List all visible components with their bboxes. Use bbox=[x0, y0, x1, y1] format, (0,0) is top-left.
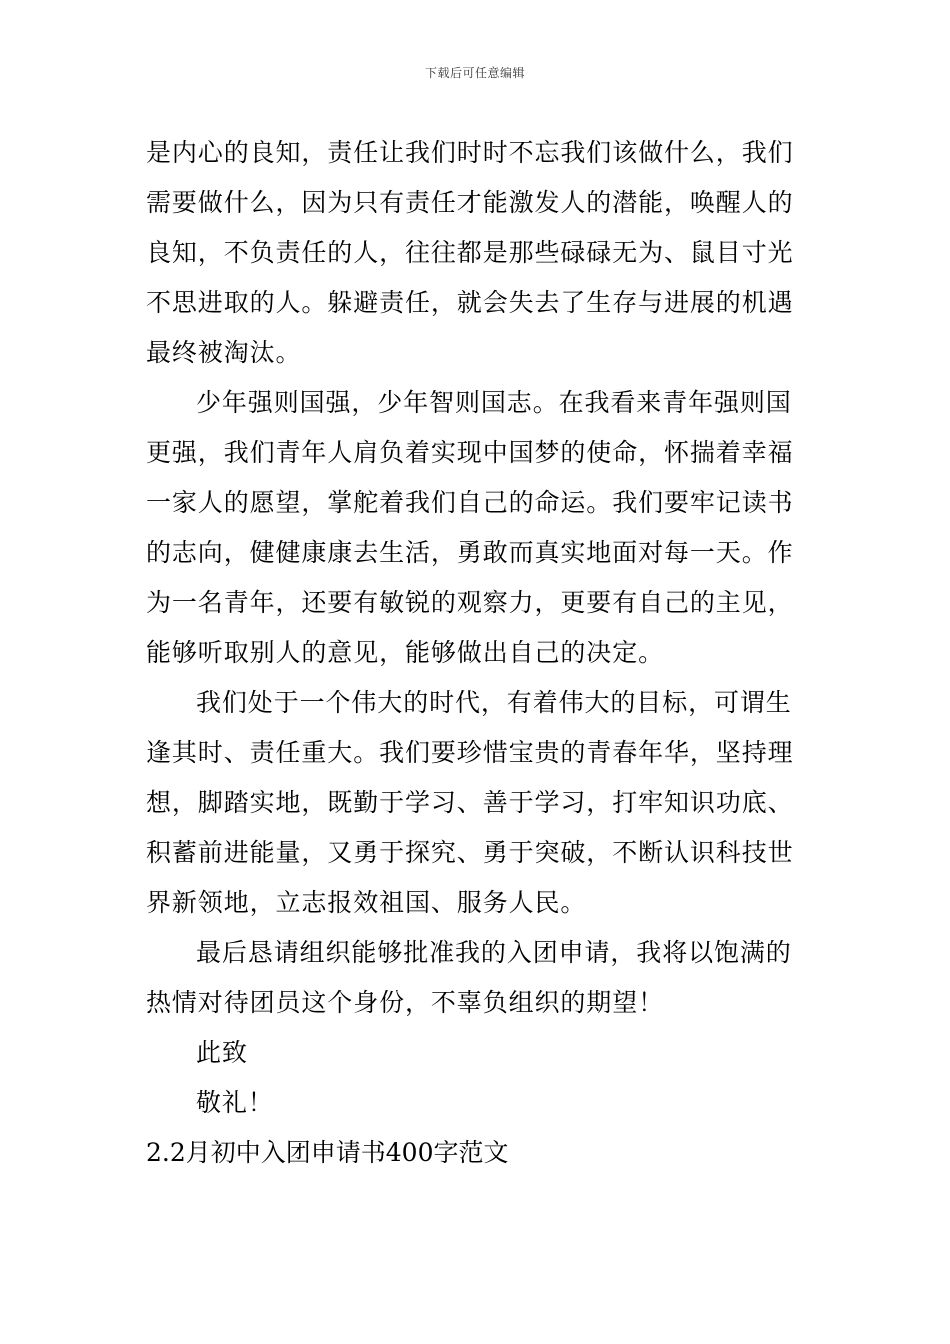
closing-regards: 敬礼！ bbox=[196, 1088, 274, 1117]
body-line: 能够听取别人的意见，能够做出自己的决定。 bbox=[146, 638, 665, 667]
section-heading: 2.2月初中入团申请书400字范文 bbox=[146, 1138, 509, 1167]
body-line: 想，脚踏实地，既勤于学习、善于学习，打牢知识功底、 bbox=[146, 788, 794, 817]
paragraph-start-line: 少年强则国强，少年智则国志。在我看来青年强则国 bbox=[196, 388, 792, 417]
paragraph-start-line: 我们处于一个伟大的时代，有着伟大的目标，可谓生 bbox=[196, 688, 792, 717]
paragraph-start-line: 最后恳请组织能够批准我的入团申请，我将以饱满的 bbox=[196, 938, 792, 967]
body-line: 不思进取的人。躲避责任，就会失去了生存与进展的机遇 bbox=[146, 288, 794, 317]
body-line: 界新领地，立志报效祖国、服务人民。 bbox=[146, 888, 587, 917]
body-line: 更强，我们青年人肩负着实现中国梦的使命，怀揣着幸福 bbox=[146, 438, 794, 467]
body-line: 良知，不负责任的人，往往都是那些碌碌无为、鼠目寸光 bbox=[146, 238, 794, 267]
body-line: 积蓄前进能量，又勇于探究、勇于突破，不断认识科技世 bbox=[146, 838, 794, 867]
closing-salutation: 此致 bbox=[196, 1038, 248, 1067]
body-line: 是内心的良知，责任让我们时时不忘我们该做什么，我们 bbox=[146, 138, 794, 167]
body-line: 需要做什么，因为只有责任才能激发人的潜能，唤醒人的 bbox=[146, 188, 794, 217]
body-line: 的志向，健健康康去生活，勇敢而真实地面对每一天。作 bbox=[146, 538, 794, 567]
body-line: 一家人的愿望，掌舵着我们自己的命运。我们要牢记读书 bbox=[146, 488, 794, 517]
body-line: 最终被淘汰。 bbox=[146, 338, 302, 367]
document-body bbox=[146, 128, 808, 1178]
body-line: 为一名青年，还要有敏锐的观察力，更要有自己的主见， bbox=[146, 588, 794, 617]
body-line: 热情对待团员这个身份，不辜负组织的期望！ bbox=[146, 988, 665, 1017]
body-line: 逢其时、责任重大。我们要珍惜宝贵的青春年华，坚持理 bbox=[146, 738, 794, 767]
header-note: 下载后可任意编辑 bbox=[424, 66, 525, 80]
